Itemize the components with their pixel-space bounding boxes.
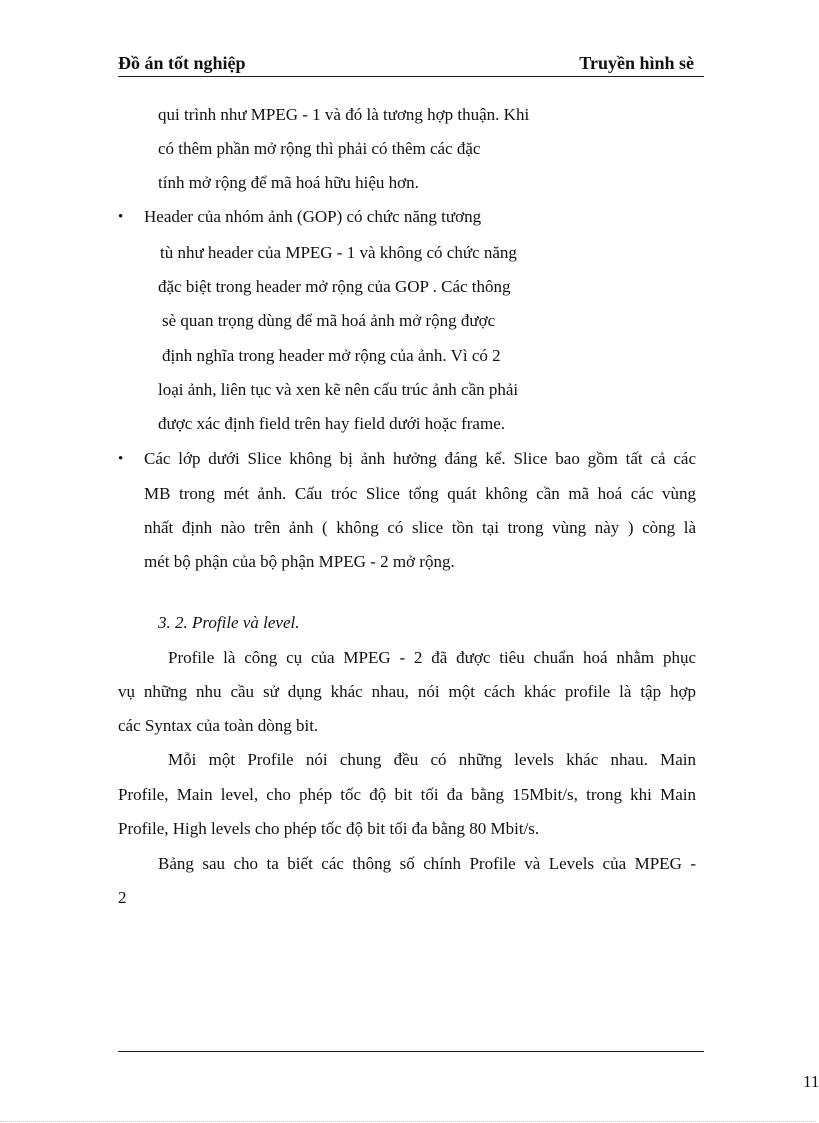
text-line: được xác định field trên hay field dưới hoặc frame. — [158, 414, 505, 433]
text-line: tính mở rộng để mã hoá hữu hiệu hơn. — [158, 173, 419, 192]
header-divider — [118, 76, 704, 77]
bullet-icon: • — [118, 451, 124, 467]
section-title: 3. 2. Profile và level. — [158, 613, 300, 632]
text-line: Profile, High levels cho phép tốc độ bit tối đa bằng 80 Mbit/s. — [118, 819, 540, 838]
text-line: tù như header của MPEG - 1 và không có chức năng — [160, 243, 517, 262]
page-number: 11 — [803, 1072, 819, 1091]
text-line: Header của nhóm ảnh (GOP) có chức năng tương — [144, 207, 482, 226]
text-line: 2 — [118, 888, 127, 907]
text-line: Mỗi một Profile nói chung đều có những levels khác nhau. Main — [168, 750, 696, 769]
text-line: MB trong mét ảnh. Cấu tróc Slice tổng quát không cần mã hoá các vùng — [144, 484, 696, 503]
text-line: định nghĩa trong header mở rộng của ảnh. Vì có 2 — [162, 346, 501, 365]
text-line: có thêm phần mở rộng thì phải có thêm các đặc — [158, 139, 481, 158]
footer-divider — [118, 1051, 704, 1052]
header-right: Truyền hình sè — [579, 53, 694, 73]
header-left: Đồ án tốt nghiệp — [118, 53, 246, 73]
text-line: mét bộ phận của bộ phận MPEG - 2 mở rộng. — [144, 552, 455, 571]
text-line: qui trình như MPEG - 1 và đó là tương hợp thuận. Khi — [158, 105, 530, 124]
text-line: nhất định nào trên ảnh ( không có slice tồn tại trong vùng này ) còng là — [144, 518, 696, 537]
text-line: Bảng sau cho ta biết các thông số chính Profile và Levels của MPEG - — [158, 854, 696, 873]
page-bottom-edge — [0, 1121, 816, 1122]
text-line: sè quan trọng dùng để mã hoá ảnh mở rộng được — [162, 311, 496, 330]
text-line: loại ảnh, liên tục và xen kẽ nên cấu trúc ảnh cần phải — [158, 380, 519, 399]
text-line: các Syntax của toàn dòng bit. — [118, 716, 319, 735]
text-line: đặc biệt trong header mở rộng của GOP . Các thông — [158, 277, 511, 296]
text-line: Profile là công cụ của MPEG - 2 đã được tiêu chuẩn hoá nhằm phục — [168, 648, 696, 667]
bullet-icon: • — [118, 209, 124, 225]
text-line: Profile, Main level, cho phép tốc độ bit tối đa bằng 15Mbit/s, trong khi Main — [118, 785, 696, 804]
text-line: Các lớp dưới Slice không bị ảnh hưởng đáng kể. Slice bao gồm tất cả các — [144, 449, 696, 468]
text-line: vụ những nhu cầu sử dụng khác nhau, nói một cách khác profile là tập hợp — [118, 682, 696, 701]
